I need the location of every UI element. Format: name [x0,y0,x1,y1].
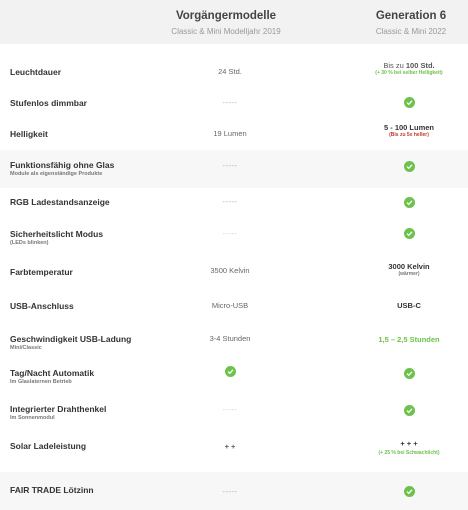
previous-value: 3-4 Stunden [209,334,251,343]
generation-value-highlight: 100 Std. [405,61,435,70]
table-row [0,188,468,218]
generation-value [350,159,468,177]
feature-label: Helligkeit [10,129,48,139]
previous-models-column-header [155,9,297,38]
previous-value: + + [224,442,236,451]
table-row [0,58,468,90]
generation-value-note: (Bis zu 5x heller) [389,132,429,138]
feature-sublabel: Im Sonnenmodul [10,415,55,421]
feature-label: Leuchtdauer [10,67,62,77]
previous-value: 3500 Kelvin [210,266,250,275]
generation-value-note: (+ 25 % bei Schwachlicht) [378,450,440,456]
table-row [0,472,468,510]
previous-value: ----- [222,161,238,170]
previous-value: ----- [222,229,238,238]
generation-value-note: (+ 30 % bei selber Helligkeit) [375,70,443,76]
previous-models-title: Vorgängermodelle [175,10,277,22]
generation-value-main: 1,5 – 2,5 Stunden [378,335,440,344]
check-icon [404,161,415,172]
feature-sublabel: Im Glaslaternen Betrieb [10,379,72,385]
check-icon [404,405,415,416]
generation-value [350,262,468,277]
table-row [0,324,468,360]
feature-label: Integrierter Drahthenkel [10,404,107,414]
feature-label: Sicherheitslicht Modus [10,229,104,239]
previous-models-subtitle: Classic & Mini Modelljahr 2019 [171,27,281,36]
feature-label: FAIR TRADE Lötzinn [10,485,94,495]
check-icon [404,228,415,239]
generation-value [350,366,468,384]
previous-value: 19 Lumen [213,129,247,138]
feature-sublabel: Module als eigenständige Produkte [10,171,103,177]
generation-value [350,301,468,310]
previous-value: ----- [222,487,238,496]
feature-label: Geschwindigkeit USB-Ladung [10,334,132,344]
generation-value-main: 5 - 100 Lumen [383,123,435,132]
feature-label: USB-Anschluss [10,301,74,311]
check-icon [404,368,415,379]
check-icon [404,97,415,108]
table-row [0,150,468,188]
generation-value [350,335,468,344]
check-icon [225,366,236,377]
generation-value [350,61,468,76]
generation-value [350,403,468,421]
table-row [0,120,468,152]
generation-6-subtitle: Classic & Mini 2022 [375,27,447,36]
table-row [0,290,468,322]
feature-label: RGB Ladestandsanzeige [10,197,110,207]
previous-value: ----- [222,98,238,107]
previous-value [160,366,300,379]
previous-value: 24 Std. [218,67,242,76]
check-icon [404,197,415,208]
previous-value: ----- [222,197,238,206]
feature-sublabel: Mini/Classic [10,345,42,351]
table-row [0,430,468,468]
generation-value [350,439,468,456]
feature-label: Tag/Nacht Automatik [10,368,95,378]
generation-value [350,95,468,113]
generation-value [350,195,468,213]
check-icon [404,486,415,497]
table-row [0,257,468,289]
feature-sublabel: (LEDs blinken) [10,240,49,246]
generation-value [350,226,468,244]
generation-6-title: Generation 6 [375,10,447,22]
feature-label: Stufenlos dimmbar [10,98,87,108]
table-row [0,89,468,121]
generation-value-main: USB-C [397,301,421,310]
generation-6-column-header [357,9,465,38]
generation-value [350,123,468,138]
comparison-header [0,0,468,44]
previous-value: ----- [222,405,238,414]
previous-value: Micro-USB [211,301,249,310]
feature-label: Funktionsfähig ohne Glas [10,160,115,170]
generation-value-main: 3000 Kelvin [388,262,430,271]
generation-value-prefix: Bis zu [383,61,406,70]
generation-value-note: (wärmer) [398,271,420,277]
table-row [0,396,468,430]
generation-value-main: + + + [400,439,418,448]
table-row [0,360,468,396]
feature-label: Farbtemperatur [10,267,73,277]
table-row [0,219,468,257]
generation-value [350,484,468,502]
feature-label: Solar Ladeleistung [10,441,87,451]
